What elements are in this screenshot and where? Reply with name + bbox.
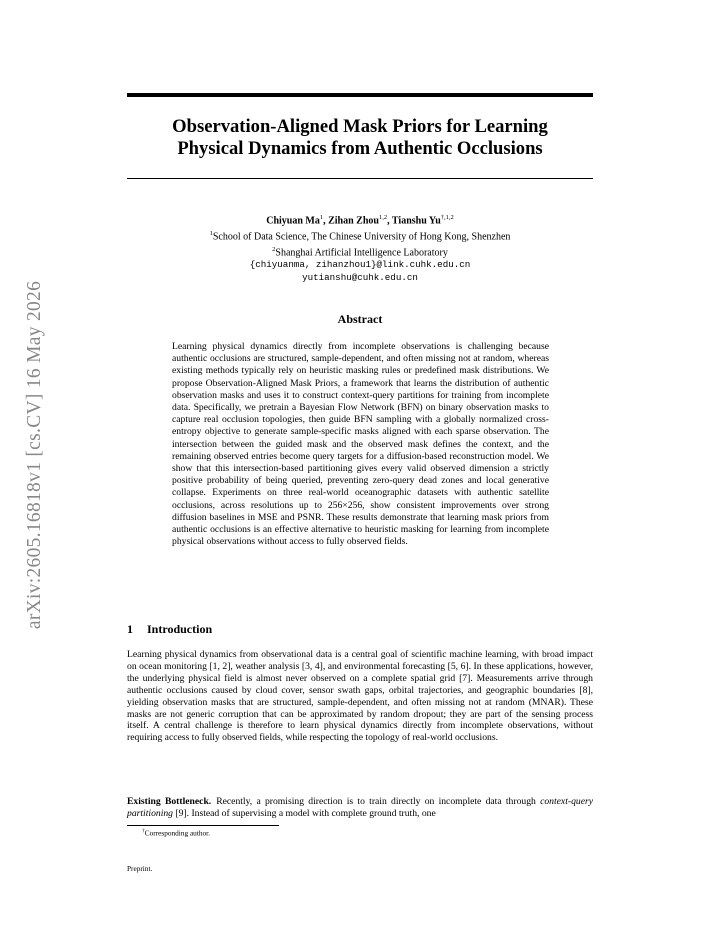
footnote <box>142 828 210 837</box>
emphasized-term: context-query partitioning <box>127 796 593 819</box>
paragraph-text: Recently, a promising direction is to train directly on incomplete data through <box>216 796 541 807</box>
author-affiliation-mark: †,1,2 <box>440 214 454 221</box>
abstract-heading: Abstract <box>337 312 383 326</box>
affiliation-mark: 1 <box>209 229 213 237</box>
abstract-text: Learning physical dynamics directly from incomplete observations is challenging because authentic occlusions are structured, sample-dependent, and often missing not at random, whereas existing methods typically rely on heuristic masking rules or predefined mask distributions. We propose Observation-Aligned Mask Priors, a framework that learns the distribution of authentic observation masks and uses it to construct context-query partitions for training from incomplete data. Specifically, we pretrain a Bayesian Flow Network (BFN) on binary observation masks to capture real occlusion topologies, then guide BFN sampling with a globally normalized cross-entropy objective to generate sample-specific masks aligned with each sparse observation. The intersection between the guided mask and the observed mask defines the context, and the remaining observed entries become query targets for a diffusion-based reconstruction model. We show that this intersection-based partitioning gives every valid observed dimension a strictly positive probability of being queried, preventing zero-query dead zones and local generative collapse. Experiments on three real-world oceanographic datasets with authentic satellite occlusions, across resolutions up to 256×256, show consistent improvements over strong diffusion baselines in MSE and PSNR. These results demonstrate that learning mask priors from authentic occlusions is an effective alternative to heuristic masking for learning from incomplete physical observations without access to fully observed fields. <box>172 341 549 548</box>
author-name: Chiyuan Ma <box>266 215 320 227</box>
title-line-2: Physical Dynamics from Authentic Occlusions <box>177 138 543 159</box>
author-email-2: yutianshu@cuhk.edu.cn <box>302 271 418 283</box>
footnote-rule <box>127 825 279 826</box>
author-names <box>127 212 593 228</box>
title-bottom-rule <box>127 178 593 179</box>
footnote-mark: † <box>142 828 145 834</box>
affiliation-text: Shanghai Artificial Intelligence Laboratory <box>275 246 448 258</box>
author-name: Zihan Zhou <box>328 215 379 227</box>
section-number: 1 <box>127 622 133 636</box>
author-affiliation-mark: 1,2 <box>378 214 388 221</box>
author-separator: , <box>387 215 392 227</box>
author-affiliation-mark: 1 <box>319 214 324 221</box>
author-name: Tianshu Yu <box>391 215 441 227</box>
paragraph-lead: Existing Bottleneck. <box>127 796 212 807</box>
introduction-paragraph: Learning physical dynamics from observational data is a central goal of scientific machine learning, with broad impact on ocean monitoring [1, 2], weather analysis [3, 4], and environmental forecasting [5, 6]. In these applications, however, the underlying physical field is almost never observed on a complete spatial grid [7]. Measurements arrive through authentic occlusions caused by cloud cover, sensor swath gaps, orbital trajectories, and geographic boundaries [8], yielding observation masks that are structured, sample-dependent, and often missing not at random (MNAR). These masks are not generic corruption that can be approximated by random dropout; they are part of the sensing process itself. A central challenge is therefore to learn physical dynamics directly from incomplete observations, without requiring access to fully observed fields, while respecting the topology of real-world occlusions. <box>127 649 593 744</box>
footnote-text: Corresponding author. <box>144 828 211 838</box>
title-line-1: Observation-Aligned Mask Priors for Learning <box>172 116 548 137</box>
paragraph-text: [9]. Instead of supervising a model with complete ground truth, one <box>173 807 436 819</box>
affiliation-mark: 2 <box>272 245 276 253</box>
affiliation-1 <box>127 228 593 244</box>
title-top-rule <box>127 93 593 97</box>
author-email-1: {chiyuanma, zihanzhou1}@link.cuhk.edu.cn <box>249 259 471 271</box>
section-title: Introduction <box>147 622 213 636</box>
author-separator: , <box>323 215 329 227</box>
paper-title <box>127 116 593 160</box>
arxiv-identifier: arXiv:2605.16818v1 [cs.CV] 16 May 2026 <box>24 280 45 630</box>
affiliation-2 <box>127 244 593 260</box>
preprint-label: Preprint. <box>127 864 153 873</box>
author-block <box>127 212 593 284</box>
bottleneck-paragraph <box>127 796 593 820</box>
affiliation-text: School of Data Science, The Chinese University of Hong Kong, Shenzhen <box>212 231 511 243</box>
section-heading-introduction <box>127 622 212 637</box>
